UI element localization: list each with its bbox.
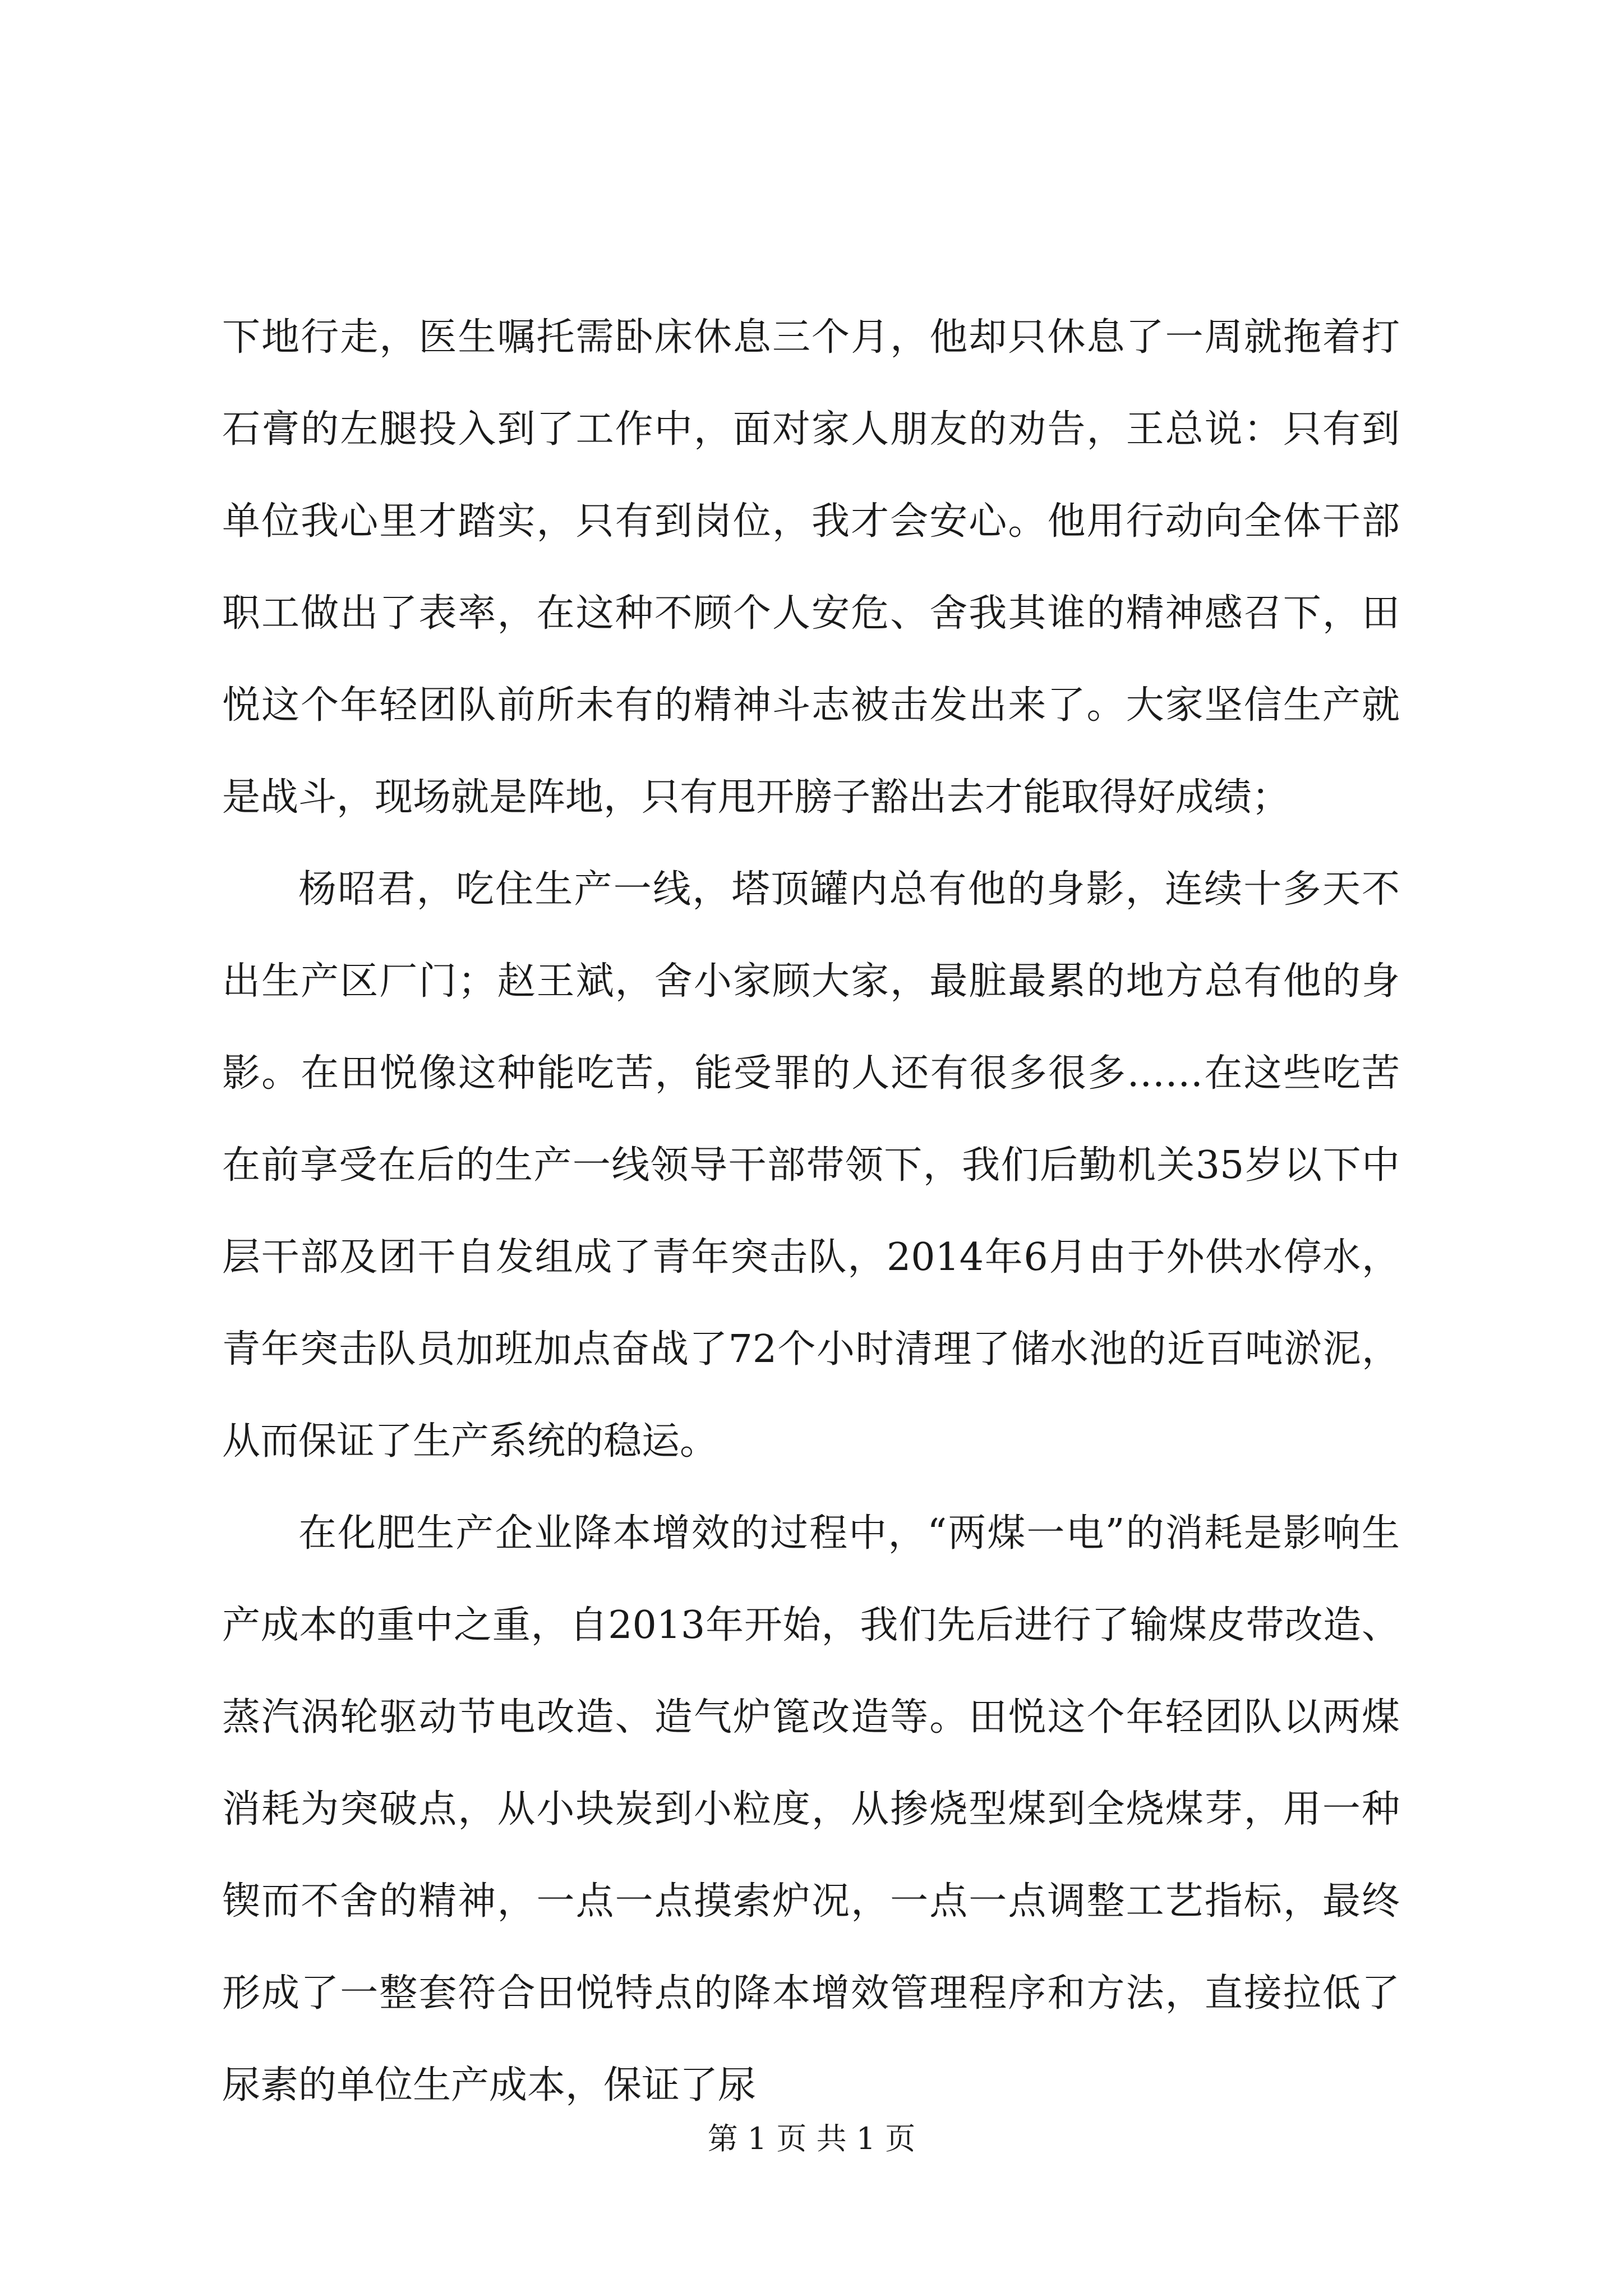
paragraph-1: 下地行走，医生嘱托需卧床休息三个月，他却只休息了一周就拖着打石膏的左腿投入到了工作中，面对家人朋友的劝告，王总说：只有到单位我心里才踏实，只有到岗位，我才会安心。他用行动向全体干部职工做出了表率，在这种不顾个人安危、舍我其谁的精神感召下，田悦这个年轻团队前所未有的精神斗志被击发出来了。大家坚信生产就是战斗，现场就是阵地，只有甩开膀子豁出去才能取得好成绩；	[222, 315, 1400, 820]
page-footer: 第 1 页 共 1 页	[707, 2121, 916, 2156]
paragraph-2: 杨昭君，吃住生产一线，塔顶罐内总有他的身影，连续十多天不出生产区厂门；赵王斌，舍小家顾大家，最脏最累的地方总有他的身影。在田悦像这种能吃苦，能受罪的人还有很多很多……在这些吃苦在前享受在后的生产一线领导干部带领下，我们后勤机关35岁以下中层干部及团干自发组成了青年突击队，2014年6月由于外供水停水，青年突击队员加班加点奋战了72个小时清理了储水池的近百吨淤泥，从而保证了生产系统的稳运。	[222, 867, 1400, 1464]
document-body	[222, 292, 1400, 2132]
paragraph-3: 在化肥生产企业降本增效的过程中，“两煤一电”的消耗是影响生产成本的重中之重，自2013年开始，我们先后进行了输煤皮带改造、蒸汽涡轮驱动节电改造、造气炉篦改造等。田悦这个年轻团队以两煤消耗为突破点，从小块炭到小粒度，从掺烧型煤到全烧煤芽，用一种锲而不舍的精神，一点一点摸索炉况，一点一点调整工艺指标，最终形成了一整套符合田悦特点的降本增效管理程序和方法，直接拉低了尿素的单位生产成本，保证了尿	[222, 1511, 1400, 2108]
